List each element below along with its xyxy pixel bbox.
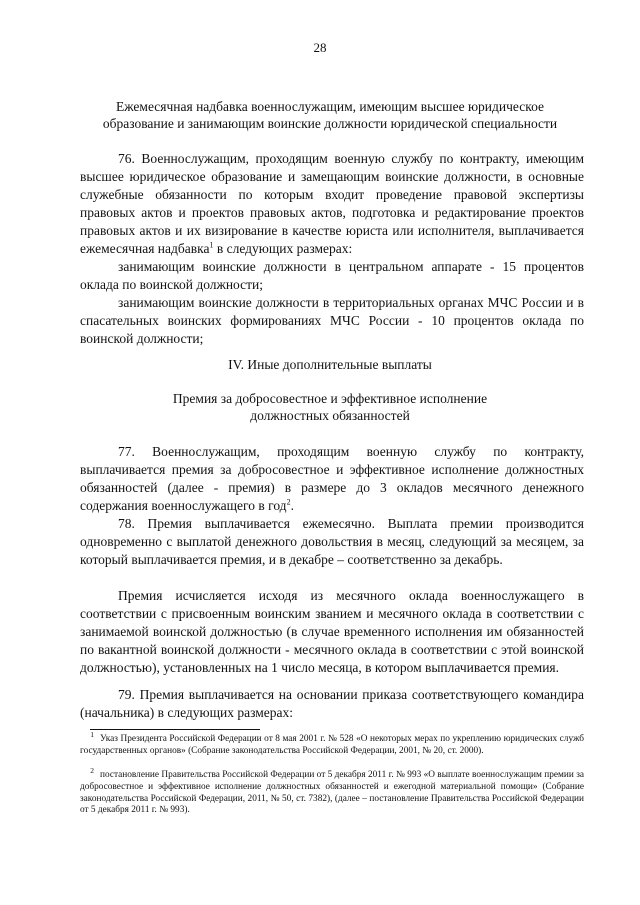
footnote-1: 1 Указ Президента Российской Федерации от 8 мая 2001 г. № 528 «О некоторых мерах по укреплению юридических служб государственных органов» (Собрание законодательства Российской Федерации, 2001, № 20, ст. 2000). <box>80 729 584 756</box>
section-heading-bonus <box>80 390 580 424</box>
section-heading-bonus-line1: Премия за добросовестное и эффективное исполнение <box>172 391 488 406</box>
paragraph-77-text: 77. Военнослужащим, проходящим военную службу по контракту, выплачивается премия за добросовестное и эффективное исполнение должностных обязанностей (далее - премия) в размере до 3 окладов месячного денежного содержания военнослужащего в год <box>80 444 584 513</box>
section-heading-allowance <box>80 98 580 132</box>
footnote-ref-2: 2 <box>286 497 291 507</box>
paragraph-78: 78. Премия выплачивается ежемесячно. Выплата премии производится одновременно с выплатой денежного довольствия в месяц, следующий за месяцем, за который выплачивается премия, и в декабре – соответственно за декабрь. <box>80 516 584 567</box>
paragraph-78-calculation: Премия исчисляется исходя из месячного оклада военнослужащего в соответствии с присвоенным воинским званием и месячного оклада в соответствии с занимаемой воинской должностью (в случае временного исполнения им обязанностей по вакантной воинской должности - месячного оклада в соответствии с этой воинской должностью), установленных на 1 число месяца, в котором выплачивается премия. <box>80 588 584 675</box>
paragraph-79: 79. Премия выплачивается на основании приказа соответствующего командира (начальника) в следующих размерах: <box>80 687 584 720</box>
paragraph-76 <box>80 150 584 258</box>
paragraph-76-territorial: занимающим воинские должности в территориальных органах МЧС России и в спасательных воинских формированиях МЧС России - 10 процентов оклада по воинской должности; <box>80 295 584 346</box>
chapter-heading: IV. Иные дополнительные выплаты <box>228 357 432 372</box>
footnote-ref-1: 1 <box>209 240 214 250</box>
section-heading-allowance-line1: Ежемесячная надбавка военнослужащим, имеющим высшее юридическое <box>116 99 544 114</box>
page-number: 28 <box>313 40 327 55</box>
footnote-1-text: Указ Президента Российской Федерации от 8 мая 2001 г. № 528 «О некоторых мерах по укреплению юридических служб государственных органов» (Собрание законодательства Российской Федерации, 2001, № 20, ст. 2000). <box>80 734 584 756</box>
footnote-2: 2 постановление Правительства Российской Федерации от 5 декабря 2011 г. № 993 «О выплате военнослужащим премии за добросовестное и эффективное исполнение должностных обязанностей и ежегодной материальной помощи» (Собрание законодательства Российской Федерации, 2011, № 50, ст. 7382), (далее – постановление Правительства Российской Федерации от 5 декабря 2011 г. № 993). <box>80 765 584 816</box>
paragraph-77-tail: . <box>290 498 294 513</box>
section-heading-bonus-line2: должностных обязанностей <box>250 408 410 423</box>
paragraph-76-tail: в следующих размерах: <box>213 241 353 256</box>
footnote-2-text: постановление Правительства Российской Федерации от 5 декабря 2011 г. № 993 «О выплате военнослужащим премии за добросовестное и эффективное исполнение должностных обязанностей и ежегодной материальной помощи» (Собрание законодательства Российской Федерации, 2011, № 50, ст. 7382), (далее – постановление Правительства Российской Федерации от 5 декабря 2011 г. № 993). <box>80 770 584 816</box>
footnote-divider <box>90 729 260 730</box>
paragraph-76-text: 76. Военнослужащим, проходящим военную службу по контракту, имеющим высшее юридическое образование и замещающим воинские должности, в основные служебные обязанности по которым входит проведение правовой экспертизы правовых актов и проектов правовых актов, подготовка и редактирование проектов правовых актов и их визирование в качестве юриста или исполнителя, выплачивается ежемесячная надбавка <box>80 151 584 256</box>
section-heading-allowance-line2: образование и занимающим воинские должности юридической специальности <box>102 116 558 131</box>
paragraph-76-central: занимающим воинские должности в центральном аппарате - 15 процентов оклада по воинской должности; <box>80 259 584 292</box>
paragraph-77 <box>80 443 584 515</box>
